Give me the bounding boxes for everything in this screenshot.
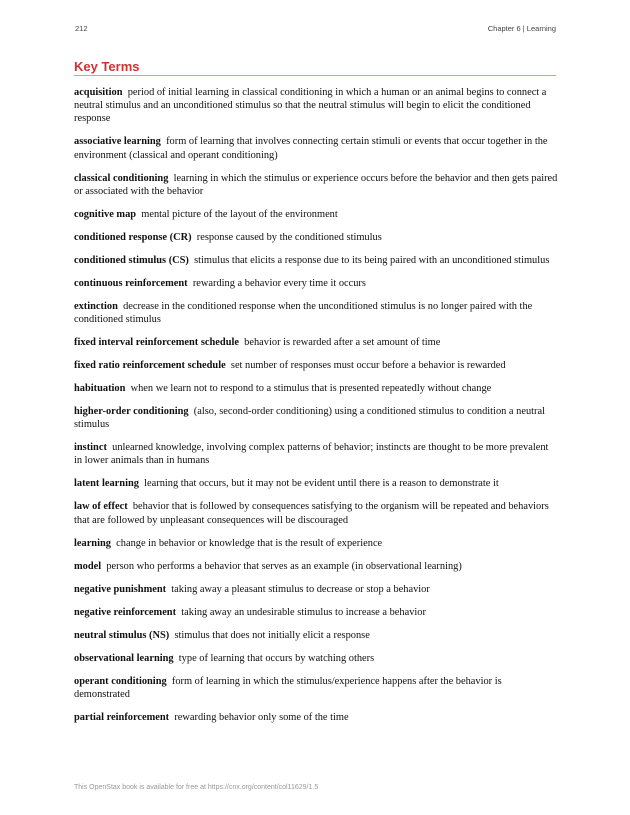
term-definition: learning that occurs, but it may not be evident until there is a reason to demonstrate it xyxy=(144,478,499,490)
term-definition: rewarding behavior only some of the time xyxy=(174,711,349,723)
term-entry xyxy=(74,675,558,701)
term-entry xyxy=(74,652,558,665)
term-word: law of effect xyxy=(74,501,128,513)
term-definition: behavior that is followed by consequences satisfying to the organism will be repeated and behaviors that are followed by unpleasant consequences will be discouraged xyxy=(74,501,549,526)
term-definition: (also, second-order conditioning) using a conditioned stimulus to condition a neutral stimulus xyxy=(74,406,545,431)
term-word: habituation xyxy=(74,383,126,395)
term-word: neutral stimulus (NS) xyxy=(74,629,170,641)
term-entry xyxy=(74,583,558,596)
term-definition: set number of responses must occur before a behavior is rewarded xyxy=(230,360,506,372)
term-entry xyxy=(74,277,558,290)
term-word: negative reinforcement xyxy=(74,606,177,618)
term-entry xyxy=(74,359,558,372)
term-definition: behavior is rewarded after a set amount of time xyxy=(244,337,441,349)
term-entry xyxy=(74,500,558,526)
term-entry xyxy=(74,336,558,349)
term-entry xyxy=(74,208,558,221)
term-entry xyxy=(74,382,558,395)
term-definition: unlearned knowledge, involving complex patterns of behavior; instincts are thought to be more prevalent in lower animals than in humans xyxy=(74,442,549,467)
key-terms-list xyxy=(74,86,558,734)
term-entry xyxy=(74,135,558,161)
term-word: cognitive map xyxy=(74,208,137,220)
term-word: negative punishment xyxy=(74,583,167,595)
term-word: instinct xyxy=(74,442,107,454)
term-word: learning xyxy=(74,537,111,549)
term-word: acquisition xyxy=(74,87,123,98)
term-word: higher-order conditioning xyxy=(74,406,189,418)
term-definition: change in behavior or knowledge that is the result of experience xyxy=(116,537,383,549)
term-word: fixed interval reinforcement schedule xyxy=(74,337,239,349)
term-entry xyxy=(74,405,558,431)
term-definition: taking away an undesirable stimulus to increase a behavior xyxy=(181,606,426,618)
term-entry xyxy=(74,560,558,573)
term-definition: form of learning in which the stimulus/experience happens after the behavior is demonstrated xyxy=(74,675,502,700)
term-entry xyxy=(74,606,558,619)
term-word: operant conditioning xyxy=(74,675,167,687)
page-number: 212 xyxy=(75,24,88,33)
term-definition: response caused by the conditioned stimulus xyxy=(196,231,382,243)
term-definition: stimulus that does not initially elicit a response xyxy=(174,629,370,641)
term-definition: type of learning that occurs by watching others xyxy=(178,652,375,664)
term-definition: person who performs a behavior that serves as an example (in observational learning) xyxy=(106,560,462,572)
section-title: Key Terms xyxy=(74,59,140,74)
term-definition: mental picture of the layout of the environment xyxy=(141,208,338,220)
footer-note: This OpenStax book is available for free at https://cnx.org/content/col11629/1.5 xyxy=(74,784,319,791)
term-word: fixed ratio reinforcement schedule xyxy=(74,360,226,372)
title-rule xyxy=(74,75,556,76)
term-entry xyxy=(74,254,558,267)
term-definition: decrease in the conditioned response when the unconditioned stimulus is no longer paired with the conditioned stimulus xyxy=(74,300,533,326)
term-definition: rewarding a behavior every time it occurs xyxy=(192,277,366,289)
term-definition: form of learning that involves connecting certain stimuli or events that occur together in the environment (classical and operant conditioning) xyxy=(74,136,548,161)
term-definition: taking away a pleasant stimulus to decrease or stop a behavior xyxy=(171,583,430,595)
term-word: conditioned response (CR) xyxy=(74,231,192,243)
running-head: Chapter 6 | Learning xyxy=(487,24,556,33)
term-definition: stimulus that elicits a response due to its being paired with an unconditioned stimulus xyxy=(194,254,550,266)
term-entry xyxy=(74,300,558,326)
term-word: extinction xyxy=(74,300,118,312)
term-entry xyxy=(74,629,558,642)
term-entry xyxy=(74,441,558,467)
term-word: classical conditioning xyxy=(74,172,169,184)
term-word: conditioned stimulus (CS) xyxy=(74,254,189,266)
term-entry xyxy=(74,537,558,550)
term-word: observational learning xyxy=(74,652,174,664)
term-entry xyxy=(74,86,558,126)
term-entry xyxy=(74,477,558,490)
term-word: continuous reinforcement xyxy=(74,277,188,289)
term-entry xyxy=(74,172,558,198)
term-entry xyxy=(74,711,558,724)
term-definition: when we learn not to respond to a stimulus that is presented repeatedly without change xyxy=(130,383,492,395)
term-word: associative learning xyxy=(74,136,161,148)
term-word: partial reinforcement xyxy=(74,711,170,723)
term-definition: period of initial learning in classical conditioning in which a human or an animal begins to connect a neutral stimulus and an unconditioned stimulus so that the neutral stimulus will begin to elicit the conditioned response xyxy=(74,87,547,125)
term-entry xyxy=(74,231,558,244)
term-word: model xyxy=(74,560,102,572)
term-word: latent learning xyxy=(74,478,139,490)
term-definition: learning in which the stimulus or experience occurs before the behavior and then gets paired or associated with the behavior xyxy=(74,172,558,197)
